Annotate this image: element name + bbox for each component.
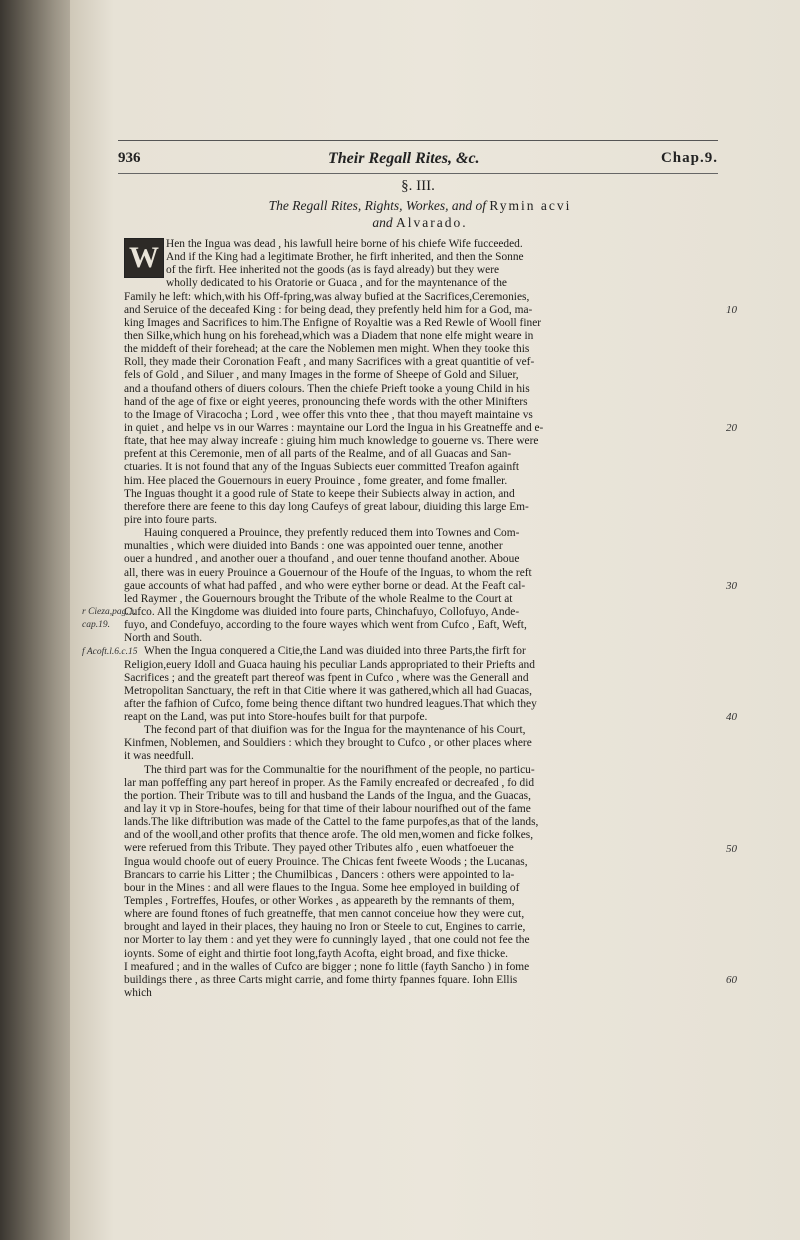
text-line: the portion. Their Tribute was to till and husband the Lands of the Ingua, and the Guacas, <box>124 789 531 802</box>
chapter-label: Chap.9. <box>660 150 718 166</box>
text-line: reapt on the Land, was put into Store-houfes built for that purpofe. <box>124 711 428 724</box>
text-line: Temples , Fortreffes, Houfes, or other Workes , as appeareth by the remnants of them, <box>124 895 515 908</box>
text-line: Hen the Ingua was dead , his lawfull heire borne of his chiefe Wife fucceeded. <box>166 238 523 250</box>
text-line: nor Morter to lay them : and yet they were fo cunningly layed , that one could not fee the <box>124 934 530 947</box>
running-header <box>118 150 718 174</box>
title-line-2: and <box>372 215 393 230</box>
text-line: buildings there , as three Carts might carrie, and fome thirty fpannes fquare. Iohn Ellis <box>124 973 518 986</box>
text-line: after the fafhion of Cufco, fome being thence diftant two hundred leagues.That which they <box>124 697 537 710</box>
margin-line-number: 40 <box>726 711 737 724</box>
text-line: munalties , which were diuided into Bands : one was appointed ouer tenne, another <box>124 540 503 553</box>
page-number: 936 <box>118 150 141 166</box>
text-line: Religion,euery Idoll and Guaca hauing his peculiar Lands appropriated to their Priefts and <box>124 658 535 671</box>
title-line-1: The Regall Rites, Rights, Workes, and of <box>268 198 486 213</box>
text-line: Hauing conquered a Prouince, they prefently reduced them into Townes and Com- <box>144 527 520 540</box>
running-head: Their Regall Rites, &c. <box>328 150 480 167</box>
text-line: of the firft. Hee inherited not the goods (as is fayd already) but they were <box>166 264 500 277</box>
text-line: him. Hee placed the Gouernours in euery Prouince , fome greater, and fome fmaller. <box>124 474 508 487</box>
text-line: the middeft of their forehead; at the care the Noblemen men might. When they tooke this <box>124 343 530 356</box>
text-line: wholly dedicated to his Oratorie or Guaca , and for the mayntenance of the <box>166 277 507 290</box>
text-line: fels of Gold , and Siluer , and many Images in the forme of Sheepe of Gold and Siluer, <box>124 369 519 382</box>
text-line: therefore there are feene to this day long Caufeys of great labour, diuiding this large Em- <box>124 500 529 513</box>
text-line: Roll, they made their Coronation Feaft , and many Sacrifices with a great quantitie of vef- <box>124 356 535 369</box>
text-line: ouer a hundred , and another ouer a thoufand , and ouer tenne thoufand another. Aboue <box>124 553 520 566</box>
text-line: which <box>124 987 152 1000</box>
text-line: ctuaries. It is not found that any of the Inguas Subiects euer committed Treafon againft <box>124 461 520 474</box>
text-line: and a thoufand others of diuers colours. Then the chiefe Prieft tooke a young Child in his <box>124 382 530 395</box>
text-line: where are found ftones of fuch greatneffe, that men cannot conceiue how they were cut, <box>124 908 525 921</box>
margin-note: cap.19. <box>82 620 110 631</box>
text-line: hand of the age of fixe or eight yeeres, pronouncing thefe words with the other Minifters <box>124 395 528 408</box>
text-line: ftate, that hee may alway increafe : giuing him much knowledge to gouerne vs. There were <box>124 435 539 448</box>
text-line: led Raymer , the Gouernours brought the Tribute of the whole Realme to the Court at <box>124 592 513 605</box>
title-name-2: Alvarado. <box>396 215 468 230</box>
text-line: Kinfmen, Noblemen, and Souldiers : which they brought to Cufco , or other places where <box>124 737 532 750</box>
text-line: The fecond part of that diuifion was for the Ingua for the mayntenance of his Court, <box>144 724 526 737</box>
margin-line-number: 20 <box>726 422 737 435</box>
text-line: were referued from this Tribute. They payed other Tributes alfo , euen whatfoeuer the <box>124 842 514 855</box>
margin-line-number: 10 <box>726 303 737 316</box>
text-line: Ingua would choofe out of euery Prouince. The Chicas fent fweete Woods ; the Lucanas, <box>124 855 528 868</box>
text-line: The third part was for the Communaltie for the nourifhment of the people, no particu- <box>144 763 535 776</box>
text-line: Brancars to carrie his Litter ; the Chumilbicas , Dancers : others were appointed to la- <box>124 868 515 881</box>
text-line: lands.The like diftribution was made of the Cattel to the fame purpofes,as that of the lands, <box>124 816 539 829</box>
text-line: I meafured ; and in the walles of Cufco are bigger ; none fo little (fayth Sancho ) in fome <box>124 960 530 973</box>
text-line: And if the King had a legitimate Brother, he firft inherited, and then the Sonne <box>166 251 524 264</box>
text-line: ioynts. Some of eight and thirtie foot long,fayth Acofta, eight broad, and fixe thicke. <box>124 947 509 960</box>
book-gutter <box>0 0 78 1240</box>
text-line: Sacrifices ; and the greateft part thereof was fpent in Cufco , where was the Generall and <box>124 671 529 684</box>
text-line: North and South. <box>124 632 203 645</box>
text-line: bour in the Mines : and all were flaues to the Ingua. Some hee employed in building of <box>124 881 520 894</box>
text-line: to the Image of Viracocha ; Lord , wee offer this vnto thee , that thou mayeft maintaine vs <box>124 408 533 421</box>
section-number: §. III. <box>401 178 435 194</box>
text-line: brought and layed in their places, they hauing no Iron or Steele to cut, Engines to carrie, <box>124 921 526 934</box>
margin-line-number: 60 <box>726 974 737 987</box>
text-line: all, there was in euery Prouince a Gouernour of the Houfe of the Inguas, to whom the reft <box>124 566 532 579</box>
text-line: When the Ingua conquered a Citie,the Land was diuided into three Parts,the firft for <box>144 645 526 658</box>
section-title <box>200 197 640 231</box>
margin-line-number: 30 <box>726 579 737 592</box>
title-name-1: Rymin acvi <box>489 198 572 213</box>
text-line: pire into foure parts. <box>124 513 217 526</box>
drop-cap-letter: W <box>129 241 159 274</box>
margin-line-number: 50 <box>726 842 737 855</box>
text-line: Family he left: which,with his Off-fpring,was alway bufied at the Sacrifices,Ceremonies, <box>124 290 530 303</box>
text-line: The Inguas thought it a good rule of State to keepe their Subiects alway in action, and <box>124 487 515 500</box>
text-line: in quiet , and helpe vs in our Warres : mayntaine our Lord the Ingua in his Greatneffe and e- <box>124 421 544 434</box>
header-rule <box>118 173 718 174</box>
text-line: and Seruice of the deceafed King : for being dead, they prefently held him for a God, ma- <box>124 303 533 316</box>
text-line: gaue accounts of what had paffed , and who were eyther borne or dead. At the Feaft cal- <box>124 579 526 592</box>
top-rule <box>118 140 718 141</box>
text-line: Cufco. All the Kingdome was diuided into foure parts, Chinchafuyo, Collofuyo, Ande- <box>124 605 520 618</box>
text-line: prefent at this Ceremonie, men of all parts of the Realme, and of all Guacas and San- <box>124 448 512 461</box>
text-line: king Images and Sacrifices to him.The Enfigne of Royaltie was a Red Rewle of Wooll finer <box>124 316 542 329</box>
text-line: it was needfull. <box>124 750 194 763</box>
text-line: Metropolitan Sanctuary, the reft in that Citie where it was gathered,which all had Guacas, <box>124 684 532 697</box>
text-line: lar man poffeffing any part hereof in proper. As the Family encreafed or decreafed , fo did <box>124 776 535 789</box>
margin-note: f Acoft.l.6.c.15 <box>82 646 138 657</box>
text-line: then Silke,which hung on his forehead,which was a Diadem that none elfe might weare in <box>124 329 534 342</box>
body-text <box>124 238 716 1000</box>
text-line: and of the wooll,and other profits that thence arofe. The old men,women and ficke folkes, <box>124 829 534 842</box>
margin-note: r Cieza,pag.1. <box>82 607 136 618</box>
text-line: and lay it vp in Store-houfes, being for that time of their labour nourifhed out of the fame <box>124 803 531 816</box>
text-line: fuyo, and Condefuyo, according to the foure wayes which went from Cufco , Eaft, Weft, <box>124 619 527 632</box>
